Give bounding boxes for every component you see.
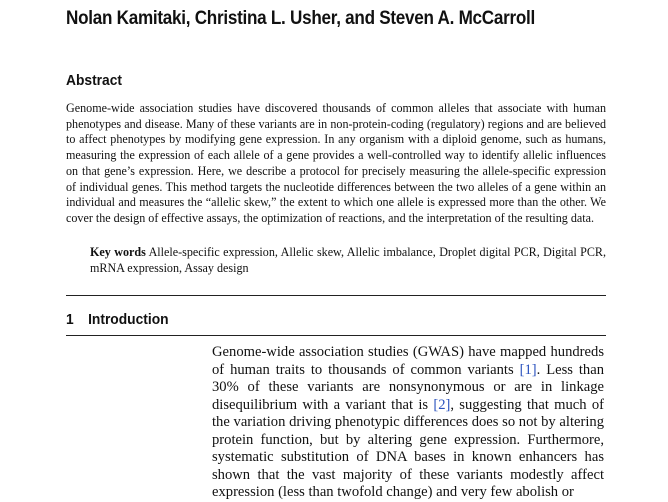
- keywords: [90, 245, 606, 276]
- intro-text-3: , suggesting that much of the variation driving phenotypic differences does so not by altering protein function, but by altering gene expression. Furthermore, systematic substitution of DNA bases in known enhancers has shown that the vast majority of these variants modestly affect expression (less than twofold change) and very few abolish or: [212, 396, 604, 500]
- section-title: Introduction: [88, 311, 169, 328]
- author-list: Nolan Kamitaki, Christina L. Usher, and Steven A. McCarroll: [66, 8, 536, 29]
- section-rule-top: [66, 295, 606, 296]
- abstract-heading: Abstract: [66, 72, 122, 89]
- keywords-text: Allele-specific expression, Allelic skew, Allelic imbalance, Droplet digital PCR, Digital PCR, mRNA expression, Assay design: [90, 245, 607, 275]
- citation-link-1[interactable]: [1]: [519, 361, 537, 378]
- section-heading: [66, 311, 169, 328]
- citation-link-2[interactable]: [2]: [433, 396, 451, 413]
- intro-text-2: . Less than 30% of these variants are nonsynonymous or are in linkage disequilibrium with a variant that is: [212, 361, 604, 413]
- intro-text-1: Genome-wide association studies (GWAS) have mapped hundreds of human traits to thousands of common variants: [212, 344, 604, 378]
- keywords-label: Key words: [90, 245, 146, 259]
- intro-paragraph: [212, 344, 604, 502]
- abstract-body: Genome-wide association studies have discovered thousands of common alleles that associate with human phenotypes and disease. Many of these variants are in non-protein-coding (regulatory) regions and are believed to affect phenotypes by modifying gene expression. In any organism with a diploid genome, such as humans, measuring the expression of each allele of a gene provides a well-controlled way to identify allelic influences on that gene’s expression. Here, we describe a protocol for precisely measuring the allele-specific expression of individual genes. This method targets the nucleotide differences between the two alleles of a gene within an individual and measures the “allelic skew,” the extent to which one allele is expressed more than the other. We cover the design of effective assays, the optimization of reactions, and the interpretation of the resulting data.: [66, 101, 606, 225]
- section-number: 1: [66, 311, 74, 328]
- section-rule-bottom: [66, 335, 606, 336]
